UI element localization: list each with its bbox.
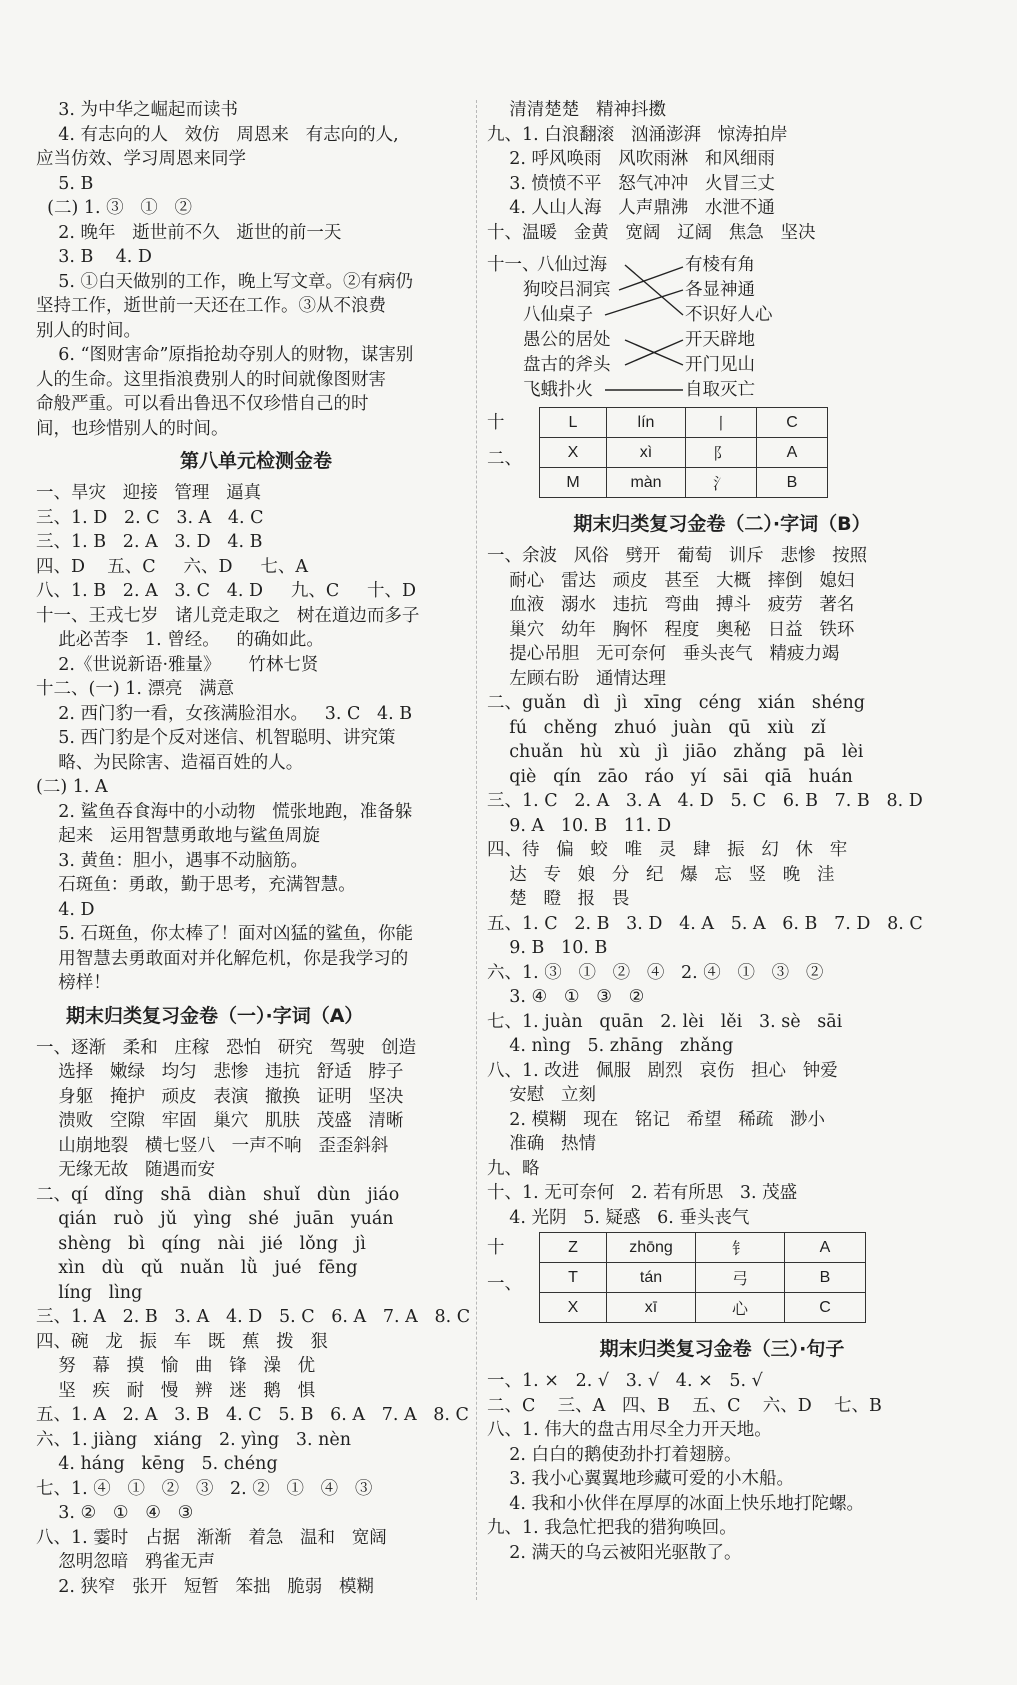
answer-line: 起来 运用智慧勇敢地与鲨鱼周旋 xyxy=(36,826,320,846)
answer-line: 2. 晚年 逝世前不久 逝世的前一天 xyxy=(36,222,342,243)
answer-line: 无缘无故 随遇而安 xyxy=(36,1160,215,1180)
answer-line: 四、待 偏 蛟 唯 灵 肆 振 幻 休 牢 xyxy=(487,840,848,860)
answer-line: 三、1. D 2. C 3. A 4. C xyxy=(36,507,264,528)
section-title: 期末归类复习金卷（三）·句子 xyxy=(599,1338,845,1360)
match-right-4: 开天辟地 xyxy=(685,330,755,350)
answer-line: 溃败 空隙 牢固 巢穴 肌肤 茂盛 清晰 xyxy=(36,1111,404,1131)
answer-line: 3. B 4. D xyxy=(36,247,152,267)
right-column xyxy=(487,98,957,1565)
answer-line: 十二、(一) 1. 漂亮 满意 xyxy=(36,679,235,699)
table-cell: B xyxy=(785,1263,866,1293)
answer-line: 二、C 三、A 四、B 五、C 六、D 七、B xyxy=(487,1395,882,1416)
answer-line: 3. 为中华之崛起而读书 xyxy=(36,100,239,120)
table-cell: zhōng xyxy=(607,1233,696,1263)
table-cell: X xyxy=(540,438,607,468)
answer-line: xìn dù qǔ nuǎn lǜ jué fēng xyxy=(36,1258,358,1278)
match-left-3: 八仙桌子 xyxy=(523,305,593,325)
answer-line: 2.《世说新语·雅量》 竹林七贤 xyxy=(36,654,319,675)
answer-line: 2. 白白的鹅使劲扑打着翅膀。 xyxy=(487,1444,742,1465)
match-left-5: 盘古的斧头 xyxy=(523,355,611,375)
answer-line: 5. 西门豹是个反对迷信、机智聪明、讲究策 xyxy=(36,728,396,748)
table-cell: A xyxy=(785,1233,866,1263)
table-cell: B xyxy=(757,468,828,498)
table-row xyxy=(540,468,828,498)
match-right-2: 各显神通 xyxy=(685,280,755,300)
table-row xyxy=(540,1233,866,1263)
answer-line: 2. 鲨鱼吞食海中的小动物 慌张地跑，准备躲 xyxy=(36,801,413,822)
table-cell: 心 xyxy=(696,1293,785,1323)
answer-line: 六、1. ③ ① ② ④ 2. ④ ① ③ ② xyxy=(487,962,824,983)
answer-line: 左顾右盼 通情达理 xyxy=(487,668,666,689)
answer-line: 2. 满天的乌云被阳光驱散了。 xyxy=(487,1542,742,1563)
answer-line: 楚 瞪 报 畏 xyxy=(487,889,630,909)
table-cell: xī xyxy=(607,1293,696,1323)
table-cell: lín xyxy=(607,408,686,438)
match-right-5: 开门见山 xyxy=(685,355,755,375)
radical-table-1 xyxy=(539,407,828,498)
table-cell: C xyxy=(757,408,828,438)
answer-line: 一、旱灾 迎接 管理 逼真 xyxy=(36,483,262,503)
answer-line: 十、温暖 金黄 宽阔 辽阔 焦急 坚决 xyxy=(487,222,816,243)
answer-line: 坚持工作，逝世前一天还在工作。③从不浪费 xyxy=(36,296,386,316)
answer-line: 4. nìng 5. zhāng zhǎng xyxy=(487,1036,734,1056)
answer-line: 八、1. 霎时 占据 渐渐 着急 温和 宽阔 xyxy=(36,1527,387,1548)
answer-line: 3. 黄鱼：胆小，遇事不动脑筋。 xyxy=(36,850,309,871)
table-cell: X xyxy=(540,1293,607,1323)
answer-line: 七、1. ④ ① ② ③ 2. ② ① ④ ③ xyxy=(36,1478,373,1499)
table-cell: C xyxy=(785,1293,866,1323)
section-title: 第八单元检测金卷 xyxy=(179,450,332,472)
answer-line: 石斑鱼：勇敢，勤于思考，充满智慧。 xyxy=(36,875,356,895)
answer-line: 五、1. A 2. A 3. B 4. C 5. B 6. A 7. A 8. C xyxy=(36,1405,469,1425)
answer-line: qián ruò jǔ yìng shé juān yuán xyxy=(36,1209,394,1229)
right-top-section xyxy=(487,98,957,245)
table-cell: xì xyxy=(607,438,686,468)
answer-line: chuǎn hù xù jì jiāo zhǎng pā lèi xyxy=(487,742,864,762)
match-right-3: 不识好人心 xyxy=(685,305,773,325)
answer-line: 九、1. 白浪翻滚 汹涌澎湃 惊涛拍岸 xyxy=(487,124,788,145)
answer-line: 2. 呼风唤雨 风吹雨淋 和风细雨 xyxy=(487,149,775,169)
answer-line: 9. B 10. B xyxy=(487,938,608,958)
answer-line: 略、为民除害、造福百姓的人。 xyxy=(36,752,304,773)
match-right-6: 自取灭亡 xyxy=(685,380,755,400)
answer-line: 9. A 10. B 11. D xyxy=(487,815,672,836)
answer-line: 九、略 xyxy=(487,1158,540,1179)
match-left-1: 八仙过海 xyxy=(537,255,607,275)
answer-line: 选择 嫩绿 均匀 悲惨 违抗 舒适 脖子 xyxy=(36,1062,404,1082)
answer-line: 八、1. 改进 佩服 剧烈 哀伤 担心 钟爱 xyxy=(487,1060,838,1081)
answer-line: 别人的时间。 xyxy=(36,320,141,341)
answer-line: 血液 溺水 违抗 弯曲 搏斗 疲劳 著名 xyxy=(487,595,855,615)
answer-line: 用智慧去勇敢面对并化解危机，你是我学习的 xyxy=(36,948,409,969)
table-row xyxy=(540,438,828,468)
answer-line: 九、1. 我急忙把我的猎狗唤回。 xyxy=(487,1518,737,1538)
match-line-1 xyxy=(625,265,683,315)
radical-table-2 xyxy=(539,1232,866,1323)
table-row xyxy=(540,408,828,438)
answer-line: 准确 热情 xyxy=(487,1134,596,1154)
answer-line: 应当仿效、学习周恩来同学 xyxy=(36,149,246,169)
matching-label: 十一、 xyxy=(487,255,540,275)
match-right-1: 有棱有角 xyxy=(685,255,755,275)
table-cell: 阝 xyxy=(686,438,757,468)
answer-line: 忽明忽暗 鸦雀无声 xyxy=(36,1552,215,1572)
table-cell: T xyxy=(540,1263,607,1293)
answer-line: 4. 有志向的人 效仿 周恩来 有志向的人, xyxy=(36,124,399,145)
answer-line: 一、余波 风俗 劈开 葡萄 训斥 悲惨 按照 xyxy=(487,546,868,566)
answer-line: 四、D 五、C 六、D 七、A xyxy=(36,556,308,577)
answer-line: 4. 光阴 5. 疑惑 6. 垂头丧气 xyxy=(487,1207,750,1228)
answer-line: 一、1. × 2. √ 3. √ 4. × 5. √ xyxy=(487,1371,763,1391)
answer-line: 2. 西门豹一看，女孩满脸泪水。 3. C 4. B xyxy=(36,703,413,724)
table-cell: A xyxy=(757,438,828,468)
answer-line: qiè qín zāo ráo yí sāi qiā huán xyxy=(487,766,853,787)
answer-line: 五、1. C 2. B 3. D 4. A 5. A 6. B 7. D 8. C xyxy=(487,913,923,934)
right-mid-section xyxy=(487,504,957,1230)
match-left-6: 飞蛾扑火 xyxy=(523,380,593,400)
answer-line: 身躯 掩护 顽皮 表演 撤换 证明 坚决 xyxy=(36,1086,404,1107)
answer-line: 4. D xyxy=(36,899,95,920)
answer-line: líng lìng xyxy=(36,1282,143,1303)
answer-line: 安慰 立刻 xyxy=(487,1085,596,1105)
table1-label: 十二、 xyxy=(487,413,522,469)
answer-line: 达 专 娘 分 纪 爆 忘 竖 晚 洼 xyxy=(487,864,835,885)
section-title: 期末归类复习金卷（二）·字词（B） xyxy=(573,513,871,535)
idiom-matching xyxy=(487,245,957,405)
answer-line: 巢穴 幼年 胸怀 程度 奥秘 日益 铁环 xyxy=(487,619,855,640)
answer-line: (二) 1. ③ ① ② xyxy=(36,198,192,218)
answer-line: 七、1. juàn quān 2. lèi lěi 3. sè sāi xyxy=(487,1011,843,1032)
match-left-4: 愚公的居处 xyxy=(523,330,611,350)
table-cell: Z xyxy=(540,1233,607,1263)
answer-line: 6. “图财害命”原指抢劫夺别人的财物，谋害别 xyxy=(36,345,414,365)
answer-line: fú chěng zhuó juàn qū xiù zǐ xyxy=(487,717,826,738)
answer-line: 此必苦李 1. 曾经。 的确如此。 xyxy=(36,630,324,650)
answer-line: 3. 我小心翼翼地珍藏可爱的小木船。 xyxy=(487,1469,795,1489)
answer-line: 人的生命。这里指浪费别人的时间就像图财害 xyxy=(36,369,386,390)
answer-line: 八、1. 伟大的盘古用尽全力开天地。 xyxy=(487,1420,772,1440)
answer-line: 清清楚楚 精神抖擞 xyxy=(487,100,666,120)
answer-line: 4. háng kēng 5. chéng xyxy=(36,1454,278,1474)
right-bottom-section xyxy=(487,1329,957,1565)
answer-line: 命般严重。可以看出鲁迅不仅珍惜自己的时 xyxy=(36,394,369,414)
answer-line: 二、guǎn dì jì xīng céng xián shéng xyxy=(487,693,865,713)
answer-line: 四、碗 龙 振 车 既 蕉 拨 狠 xyxy=(36,1331,328,1352)
answer-line: 5. 石斑鱼，你太棒了！面对凶猛的鲨鱼，你能 xyxy=(36,924,414,944)
table-cell: M xyxy=(540,468,607,498)
answer-line: 提心吊胆 无可奈何 垂头丧气 精疲力竭 xyxy=(487,644,840,664)
answer-line: 六、1. jiàng xiáng 2. yìng 3. nèn xyxy=(36,1429,351,1450)
answer-line: 十一、王戎七岁 诸儿竞走取之 树在道边而多子 xyxy=(36,605,420,626)
section-title: 期末归类复习金卷（一）·字词（A） xyxy=(66,1004,364,1027)
answer-line: 努 幕 摸 愉 曲 锋 澡 优 xyxy=(36,1356,316,1376)
answer-line: 3. ④ ① ③ ② xyxy=(487,987,645,1007)
match-left-2: 狗咬吕洞宾 xyxy=(523,280,611,300)
table-cell: 弓 xyxy=(696,1263,785,1293)
table-row xyxy=(540,1263,866,1293)
answer-line: 山崩地裂 横七竖八 一声不响 歪歪斜斜 xyxy=(36,1135,389,1156)
table-cell: 氵 xyxy=(686,468,757,498)
answer-line: 3. ② ① ④ ③ xyxy=(36,1503,194,1523)
answer-line: 十、1. 无可奈何 2. 若有所思 3. 茂盛 xyxy=(487,1183,798,1203)
answer-line: 榜样！ xyxy=(36,973,111,993)
table-cell: màn xyxy=(607,468,686,498)
left-column xyxy=(36,98,476,1599)
answer-line: 耐心 雷达 顽皮 甚至 大概 摔倒 媳妇 xyxy=(487,570,855,591)
match-line-3 xyxy=(605,290,683,315)
answer-line: 二、qí dǐng shā diàn shuǐ dùn jiáo xyxy=(36,1184,400,1205)
matching-lines xyxy=(487,245,957,405)
table-section-2 xyxy=(487,1230,957,1329)
table-cell: L xyxy=(540,408,607,438)
answer-line: (二) 1. A xyxy=(36,777,108,797)
table-cell: 钅 xyxy=(696,1233,785,1263)
table-section-1 xyxy=(487,405,957,504)
answer-line: 三、1. B 2. A 3. D 4. B xyxy=(36,532,263,552)
answer-line: 5. B xyxy=(36,173,94,194)
answer-line: 间，也珍惜别人的时间。 xyxy=(36,418,229,439)
table-cell: tán xyxy=(607,1263,696,1293)
answer-line: 5. ①白天做别的工作，晚上写文章。②有病仍 xyxy=(36,271,414,292)
answer-line: 2. 狭窄 张开 短暂 笨拙 脆弱 模糊 xyxy=(36,1576,374,1597)
answer-line: 一、逐渐 柔和 庄稼 恐怕 研究 驾驶 创造 xyxy=(36,1037,417,1058)
column-divider xyxy=(476,100,477,1600)
answer-line: 三、1. A 2. B 3. A 4. D 5. C 6. A 7. A 8. C xyxy=(36,1307,471,1327)
answer-line: 八、1. B 2. A 3. C 4. D 九、C 十、D xyxy=(36,581,417,601)
table2-label: 十一、 xyxy=(487,1238,522,1294)
answer-line: shèng bì qíng nài jié lǒng jì xyxy=(36,1233,366,1254)
answer-line: 4. 我和小伙伴在厚厚的冰面上快乐地打陀螺。 xyxy=(487,1493,865,1514)
table-row xyxy=(540,1293,866,1323)
table-cell: 丨 xyxy=(686,408,757,438)
answer-line: 4. 人山人海 人声鼎沸 水泄不通 xyxy=(487,198,775,218)
answer-line: 坚 疾 耐 慢 辨 迷 鹅 惧 xyxy=(36,1380,316,1401)
answer-line: 3. 愤愤不平 怒气冲冲 火冒三丈 xyxy=(487,173,775,194)
answer-line: 三、1. C 2. A 3. A 4. D 5. C 6. B 7. B 8. D xyxy=(487,791,923,811)
answer-line: 2. 模糊 现在 铭记 希望 稀疏 渺小 xyxy=(487,1109,825,1130)
